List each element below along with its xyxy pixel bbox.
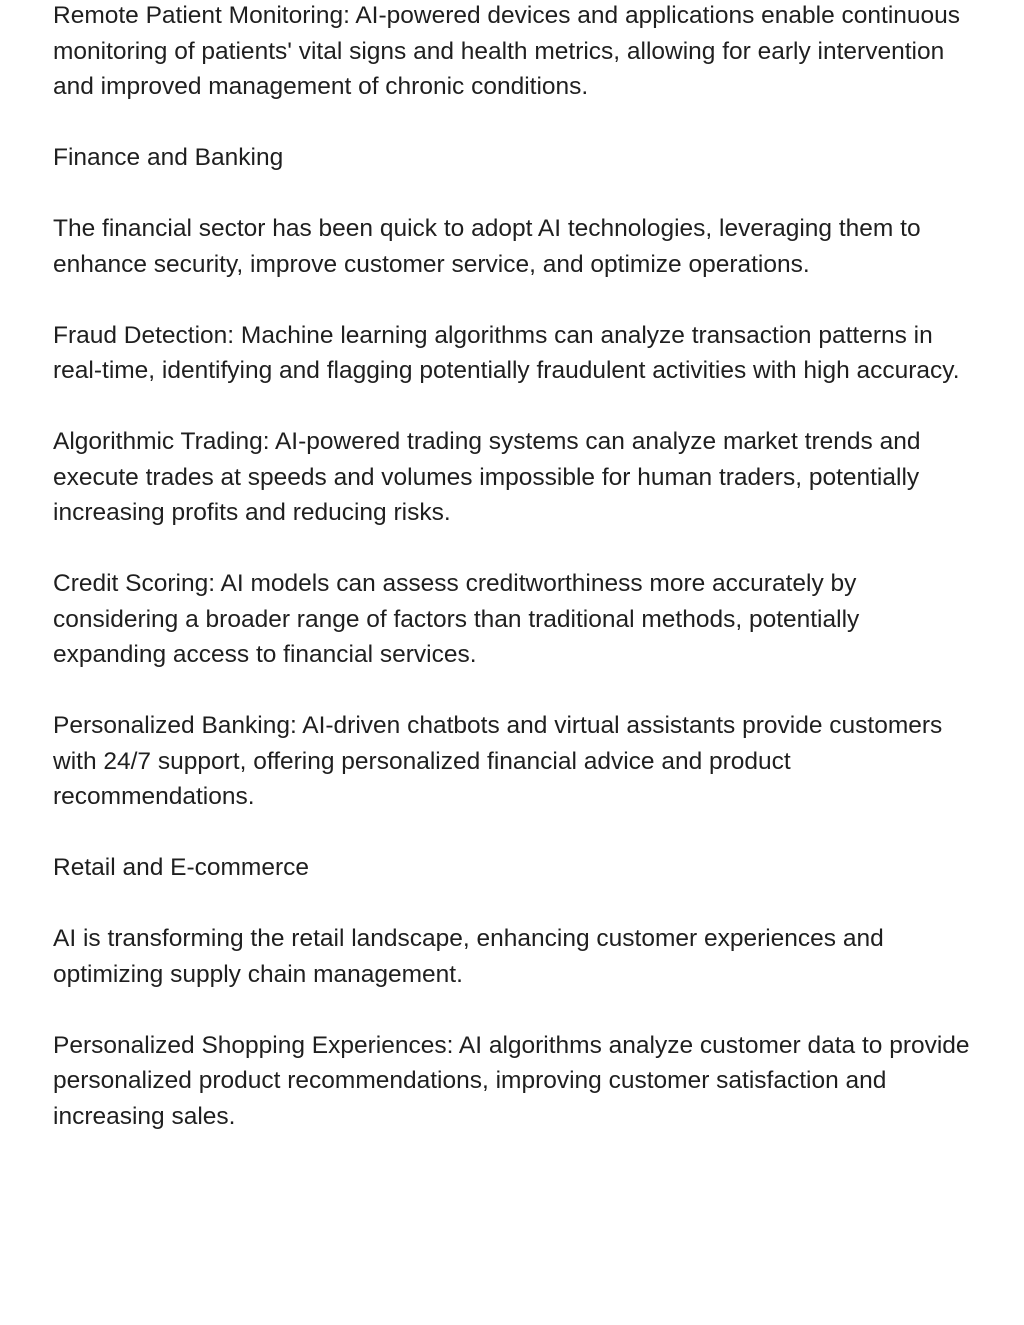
heading-finance-and-banking: Finance and Banking xyxy=(53,144,284,171)
paragraph-credit-scoring: Credit Scoring: AI models can assess creditworthiness more accurately by considering a broader range of factors than traditional methods, potentially expanding access to financial services. xyxy=(53,570,860,668)
paragraph-fraud-detection: Fraud Detection: Machine learning algorithms can analyze transaction patterns in real-time, identifying and flagging potentially fraudulent activities with high accuracy. xyxy=(53,321,960,384)
document-page xyxy=(53,0,978,1170)
paragraph-personalized-banking: Personalized Banking: AI-driven chatbots and virtual assistants provide customers with 24/7 support, offering personalized financial advice and product recommendations. xyxy=(53,712,943,810)
paragraph-remote-patient-monitoring: Remote Patient Monitoring: AI-powered devices and applications enable continuous monitoring of patients' vital signs and health metrics, allowing for early intervention and improved management of chronic conditions. xyxy=(53,2,961,100)
heading-retail-and-ecommerce: Retail and E-commerce xyxy=(53,854,309,881)
paragraph-retail-intro: AI is transforming the retail landscape, enhancing customer experiences and optimizing supply chain management. xyxy=(53,925,884,988)
paragraph-finance-intro: The financial sector has been quick to adopt AI technologies, leveraging them to enhance security, improve customer service, and optimize operations. xyxy=(53,215,921,278)
paragraph-algorithmic-trading: Algorithmic Trading: AI-powered trading systems can analyze market trends and execute trades at speeds and volumes impossible for human traders, potentially increasing profits and reducing risks. xyxy=(53,428,921,526)
paragraph-personalized-shopping: Personalized Shopping Experiences: AI algorithms analyze customer data to provide personalized product recommendations, improving customer satisfaction and increasing sales. xyxy=(53,1031,970,1130)
